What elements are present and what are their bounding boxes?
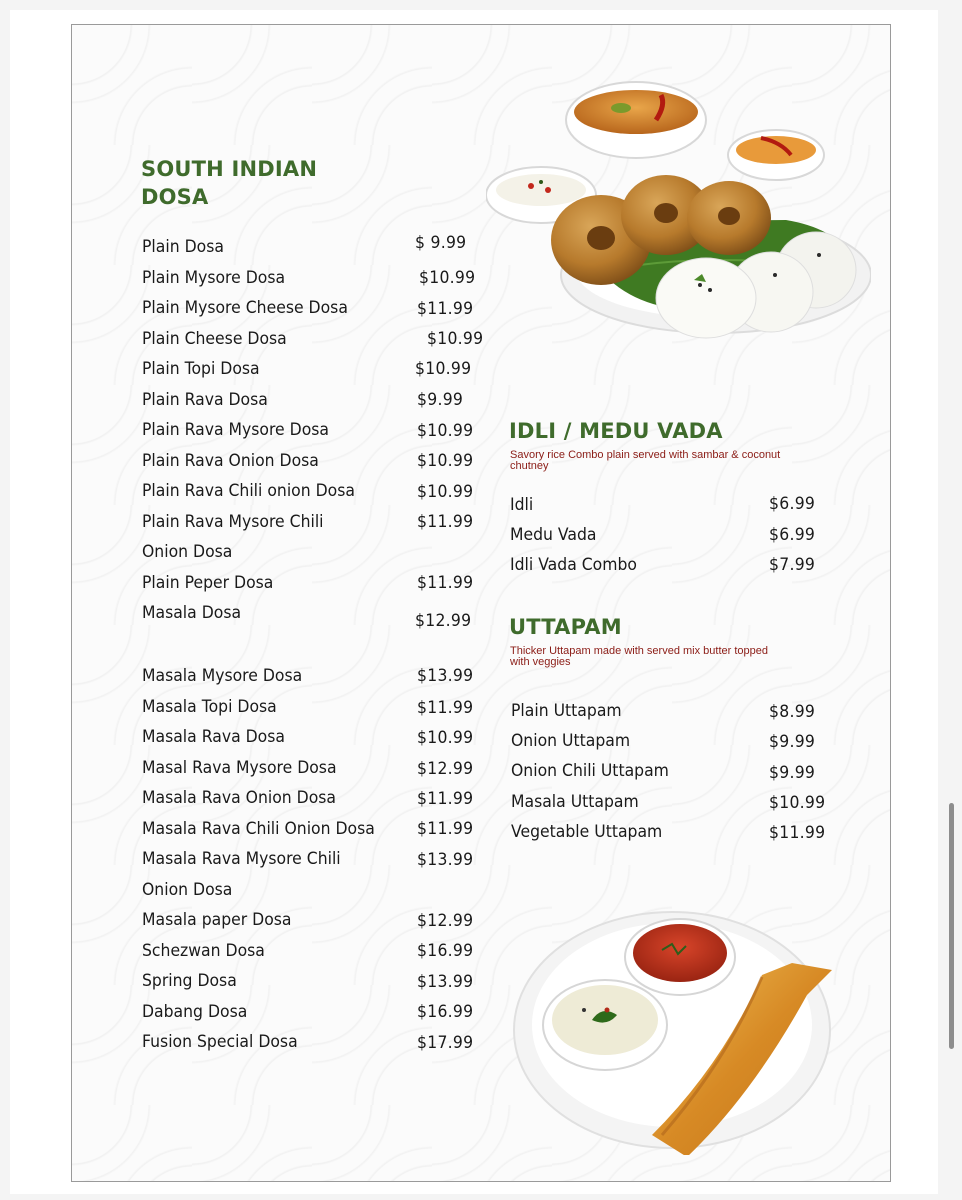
dosa-item-price: $10.99 (419, 268, 476, 288)
masala-dosa-photo (512, 895, 842, 1155)
uttapam-description-line2: with veggies (510, 656, 571, 668)
uttapam-section-title: UTTAPAM (509, 615, 622, 639)
uttapam-item-price: $11.99 (769, 823, 826, 843)
dosa-item-name: Masala Mysore Dosa (142, 666, 303, 686)
dosa-item-price: $11.99 (417, 299, 474, 319)
dosa-item-name: Masala Rava Mysore Chili (142, 849, 341, 869)
dosa-item-price: $ 9.99 (415, 233, 467, 253)
dosa-item-price: $11.99 (417, 789, 474, 809)
idli-item-name: Idli Vada Combo (510, 555, 637, 575)
dosa-item-price: $12.99 (415, 611, 472, 631)
dosa-item-name: Plain Rava Mysore Dosa (142, 420, 330, 440)
dosa-item-name: Schezwan Dosa (142, 941, 265, 961)
idli-item-name: Idli (510, 495, 534, 515)
dosa-item-name: Spring Dosa (142, 971, 237, 991)
dosa-item-price: $10.99 (417, 482, 474, 502)
dosa-item-price: $16.99 (417, 941, 474, 961)
dosa-item-name: Plain Topi Dosa (142, 359, 260, 379)
dosa-item-name: Masala Dosa (142, 603, 242, 623)
dosa-item-name: Dabang Dosa (142, 1002, 248, 1022)
dosa-item-price: $11.99 (417, 573, 474, 593)
dosa-item-price: $13.99 (417, 850, 474, 870)
dosa-item-name: Masala Rava Chili Onion Dosa (142, 819, 375, 839)
dosa-item-price: $10.99 (417, 728, 474, 748)
uttapam-item-price: $10.99 (769, 793, 826, 813)
idli-vada-photo (486, 70, 871, 340)
dosa-item-price: $12.99 (417, 911, 474, 931)
dosa-item-price: $17.99 (417, 1033, 474, 1053)
scrollbar-thumb[interactable] (949, 803, 954, 1049)
dosa-item-name: Masala Rava Dosa (142, 727, 285, 747)
idli-item-price: $7.99 (769, 555, 816, 575)
idli-item-name: Medu Vada (510, 525, 597, 545)
dosa-item-price: $11.99 (417, 698, 474, 718)
dosa-item-name: Plain Mysore Cheese Dosa (142, 298, 348, 318)
idli-description-line2: chutney (510, 460, 549, 472)
uttapam-item-name: Vegetable Uttapam (511, 822, 663, 842)
uttapam-item-name: Plain Uttapam (511, 701, 622, 721)
dosa-item-price: $10.99 (417, 451, 474, 471)
dosa-item-name: Plain Cheese Dosa (142, 329, 287, 349)
dosa-item-name: Onion Dosa (142, 542, 233, 562)
dosa-item-name: Plain Rava Onion Dosa (142, 451, 319, 471)
dosa-item-name: Masala Topi Dosa (142, 697, 277, 717)
uttapam-item-price: $9.99 (769, 732, 816, 752)
dosa-section-title (141, 155, 317, 211)
dosa-item-price: $11.99 (417, 512, 474, 532)
dosa-title-line2: DOSA (141, 185, 209, 209)
dosa-item-name: Plain Dosa (142, 237, 224, 257)
dosa-item-price: $10.99 (415, 359, 472, 379)
dosa-item-name: Plain Mysore Dosa (142, 268, 286, 288)
uttapam-description (510, 646, 768, 668)
dosa-item-price: $13.99 (417, 972, 474, 992)
dosa-item-name: Masala paper Dosa (142, 910, 292, 930)
dosa-item-name: Plain Rava Dosa (142, 390, 268, 410)
dosa-item-price: $12.99 (417, 759, 474, 779)
uttapam-item-name: Onion Chili Uttapam (511, 761, 669, 781)
dosa-item-name: Plain Rava Mysore Chili (142, 512, 324, 532)
idli-item-price: $6.99 (769, 525, 816, 545)
idli-section-title: IDLI / MEDU VADA (509, 419, 723, 443)
uttapam-description-line1: Thicker Uttapam made with served mix butter topped (510, 645, 769, 657)
uttapam-item-name: Onion Uttapam (511, 731, 631, 751)
dosa-item-name: Masala Rava Onion Dosa (142, 788, 337, 808)
uttapam-item-name: Masala Uttapam (511, 792, 639, 812)
idli-description (510, 450, 780, 472)
dosa-item-name: Plain Peper Dosa (142, 573, 274, 593)
dosa-item-price: $10.99 (427, 329, 484, 349)
dosa-item-name: Onion Dosa (142, 880, 233, 900)
dosa-item-price: $9.99 (417, 390, 464, 410)
menu-page (71, 24, 891, 1182)
uttapam-item-price: $8.99 (769, 702, 816, 722)
idli-description-line1: Savory rice Combo plain served with sambar & coconut (510, 449, 781, 461)
dosa-title-line1: SOUTH INDIAN (141, 157, 318, 181)
uttapam-item-price: $9.99 (769, 763, 816, 783)
idli-item-price: $6.99 (769, 494, 816, 514)
dosa-item-name: Masal Rava Mysore Dosa (142, 758, 337, 778)
dosa-item-name: Plain Rava Chili onion Dosa (142, 481, 355, 501)
dosa-item-price: $13.99 (417, 666, 474, 686)
dosa-item-price: $11.99 (417, 819, 474, 839)
dosa-item-price: $10.99 (417, 421, 474, 441)
dosa-item-price: $16.99 (417, 1002, 474, 1022)
dosa-item-name: Fusion Special Dosa (142, 1032, 298, 1052)
